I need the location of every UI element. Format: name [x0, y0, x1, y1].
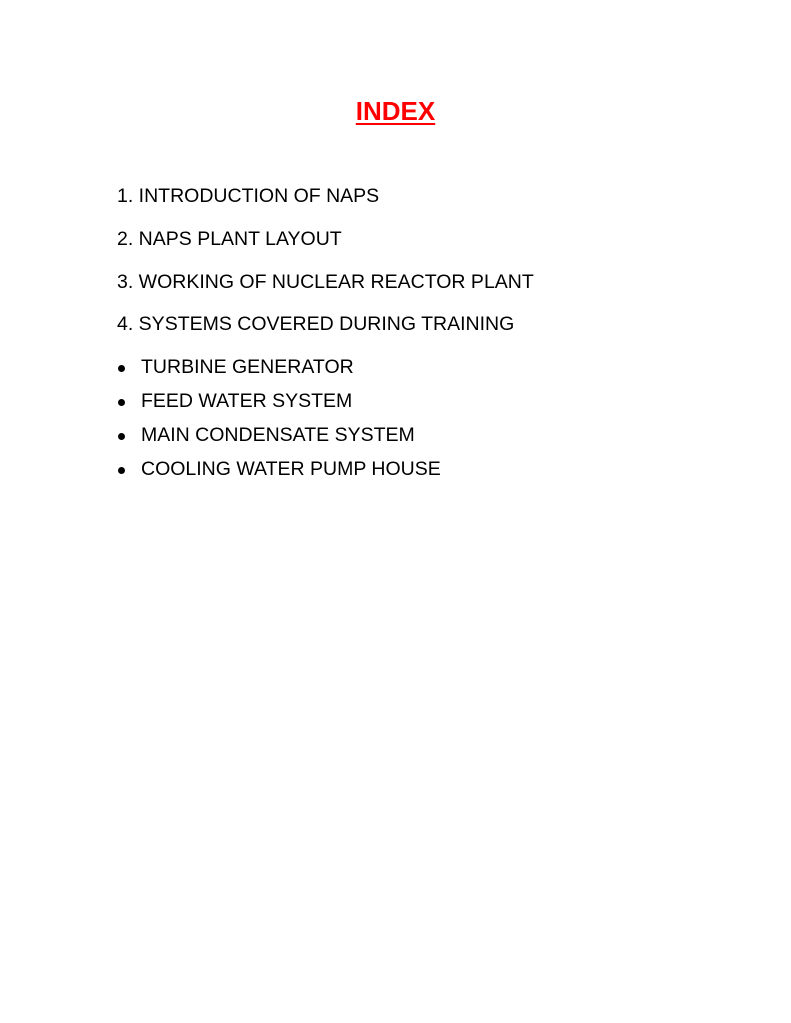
bullet-item-label: TURBINE GENERATOR [141, 356, 354, 378]
bullet-item-label: FEED WATER SYSTEM [141, 390, 353, 412]
bullet-icon [118, 467, 125, 474]
systems-bullet-list [117, 355, 441, 491]
bullet-icon [118, 365, 125, 372]
index-item-2: 2. NAPS PLANT LAYOUT [117, 227, 342, 250]
index-item-4: 4. SYSTEMS COVERED DURING TRAINING [117, 313, 515, 336]
bullet-icon [118, 433, 125, 440]
page-title: INDEX [355, 96, 436, 126]
bullet-item-label: COOLING WATER PUMP HOUSE [141, 458, 441, 480]
bullet-item-cooling-water-pump-house [117, 457, 441, 491]
bullet-icon [118, 399, 125, 406]
bullet-item-feed-water-system [117, 389, 441, 423]
index-item-1: 1. INTRODUCTION OF NAPS [117, 185, 380, 207]
index-item-3: 3. WORKING OF NUCLEAR REACTOR PLANT [117, 270, 534, 293]
bullet-item-label: MAIN CONDENSATE SYSTEM [141, 424, 415, 446]
bullet-item-main-condensate-system [117, 423, 441, 457]
numbered-index-list [117, 184, 534, 355]
bullet-item-turbine-generator [117, 355, 441, 389]
